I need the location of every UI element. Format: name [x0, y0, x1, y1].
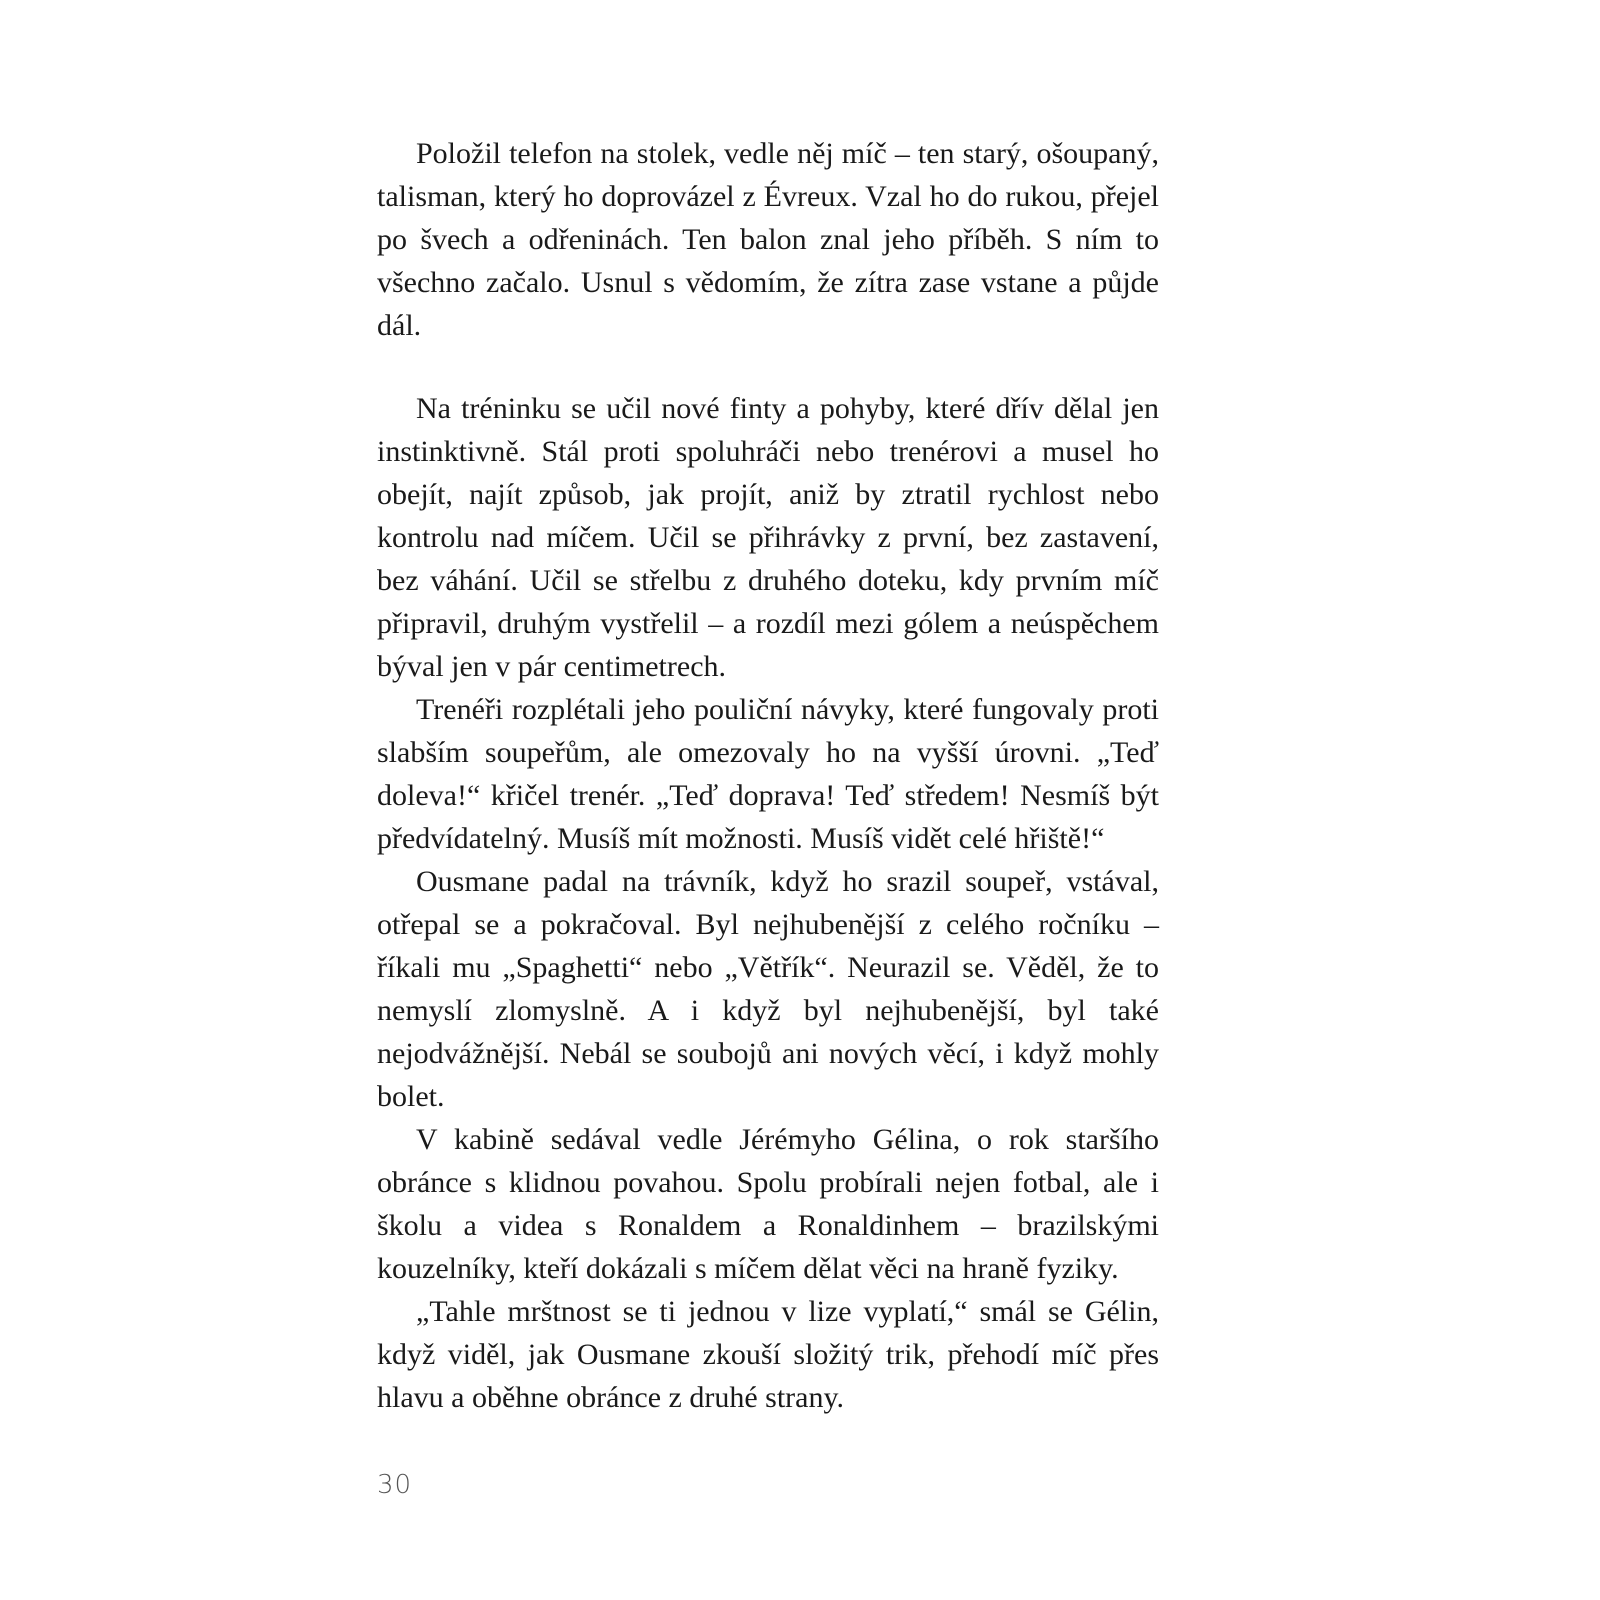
paragraph: Na tréninku se učil nové finty a pohyby, které dřív dělal jen instinktivně. Stál proti spoluhráči nebo trenérovi a musel ho obejít, najít způsob, jak projít, aniž by ztratil rychlost nebo kontrolu nad míčem. Učil se přihrávky z první, bez zastavení, bez váhání. Učil se střelbu z druhého doteku, kdy prvním míč připravil, druhým vystřelil – a rozdíl mezi gólem a neúspěchem býval jen v pár centimetrech. [377, 392, 1159, 683]
paragraph: „Tahle mrštnost se ti jednou v lize vyplatí,“ smál se Gélin, když viděl, jak Ousmane zkouší složitý trik, přehodí míč přes hlavu a oběhne obránce z druhé strany. [377, 1295, 1159, 1414]
page-number: 30 [377, 1470, 413, 1500]
paragraph: V kabině sedával vedle Jérémyho Gélina, o rok staršího obránce s klidnou povahou. Spolu probírali nejen fotbal, ale i školu a videa s Ronaldem a Ronaldinhem – brazilskými kouzelníky, kteří dokázali s míčem dělat věci na hraně fyziky. [377, 1123, 1159, 1285]
paragraph: Trenéři rozplétali jeho pouliční návyky, které fungovaly proti slabším soupeřům, ale omezovaly ho na vyšší úrovni. „Teď doleva!“ křičel trenér. „Teď doprava! Teď středem! Nesmíš být předvídatelný. Musíš mít možnosti. Musíš vidět celé hřiště!“ [377, 693, 1159, 855]
text-block-first [377, 132, 1159, 347]
paragraph: Položil telefon na stolek, vedle něj míč – ten starý, ošoupaný, talisman, který ho doprovázel z Évreux. Vzal ho do rukou, přejel po švech a odřeninách. Ten balon znal jeho příběh. S ním to všechno začalo. Usnul s vědomím, že zítra zase vstane a půjde dál. [377, 137, 1159, 342]
text-block-second [377, 387, 1159, 1419]
paragraph: Ousmane padal na trávník, když ho srazil soupeř, vstával, otřepal se a pokračoval. Byl nejhubenější z celého ročníku – říkali mu „Spaghetti“ nebo „Větřík“. Neurazil se. Věděl, že to nemyslí zlomyslně. A i když byl nejhubenější, byl také nejodvážnější. Nebál se soubojů ani nových věcí, i když mohly bolet. [377, 865, 1159, 1113]
